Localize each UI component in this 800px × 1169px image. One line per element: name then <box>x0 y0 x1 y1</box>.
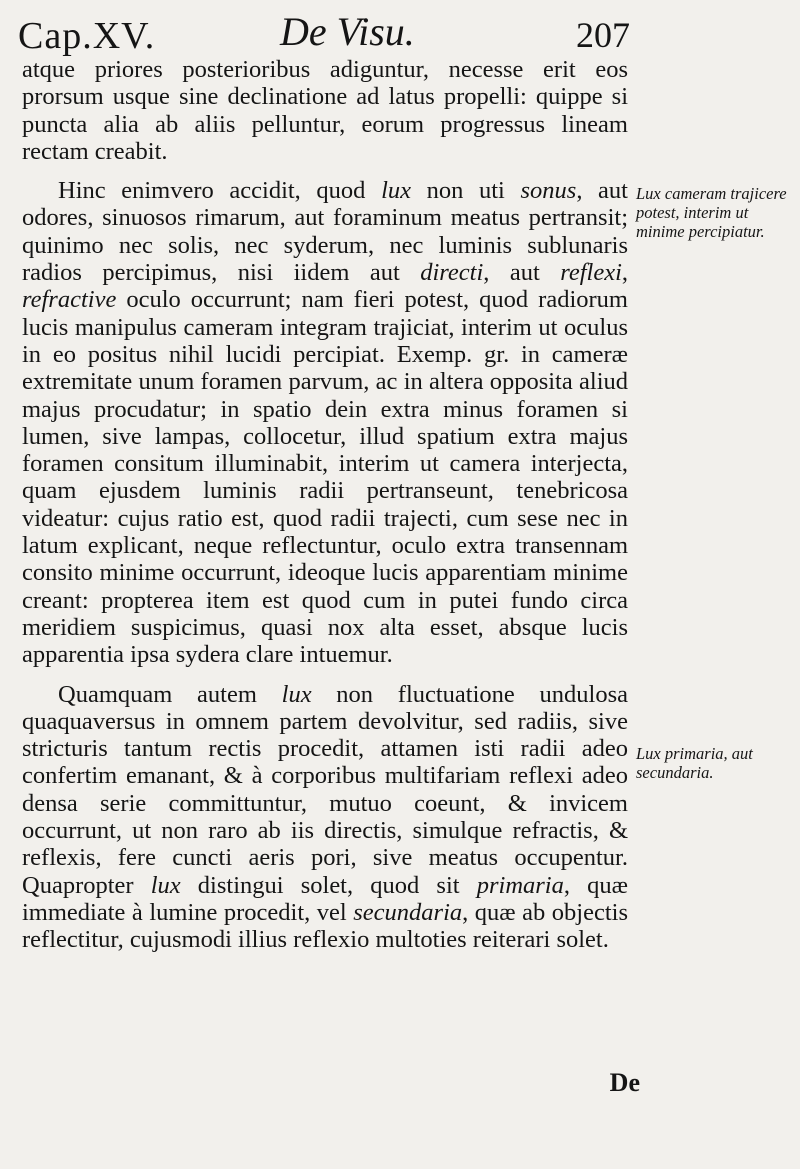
paragraph-3: Quamquam autem lux non fluctuatione undulosa quaquaversus in omnem partem devolvitur, sed radiis, sive stricturis tantum rectis procedit, attamen isti radii adeo confertim emanant, & à corporibus multifariam reflexi adeo densa serie committuntur, mutuo coeunt, & invicem occurrunt, ut non raro ab iis directis, simulque refractis, & reflexis, fere cuncti aeris pori, sive meatus occupentur. Quapropter lux distingui solet, quod sit primaria, quæ immediate à lumine procedit, vel secundaria, quæ ab objectis reflectitur, cujusmodi illius reflexio multoties reiterari solet. <box>22 680 628 954</box>
italic-term: secundaria <box>353 898 463 926</box>
italic-term: sonus <box>520 177 577 205</box>
margin-note-lux-cameram: Lux cameram trajicere potest, interim ut minime percipiatur. <box>636 184 787 241</box>
paragraph-2: Hinc enimvero accidit, quod lux non uti sonus, aut odores, sinuosos rimarum, aut foraminum meatus pertransit; quinimo nec solis, nec syderum, nec luminis sublunaris radios percipimus, nisi iidem aut directi, aut reflexi, refractive oculo occurrunt; nam fieri potest, quod radiorum lucis manipulus cameram integram trajiciat, interim ut oculus in eo positus nihil lucidi percipiat. Exemp. gr. in cameræ extremitate unum foramen parvum, ac in altera opposita aliud majus procudatur; in spatio dein extra minus foramen si lumen, sive lampas, collocetur, illud spatium extra majus foramen consitum illuminabit, interim ut camera interjecta, quam ejusdem luminis radii pertranseunt, tenebricosa videatur: cujus ratio est, quod radii trajecti, cum sese nec in latum explicant, neque reflectuntur, oculo extra transennam consito minime occurrunt, ideoque lucis apparentiam minime creant: propterea item est quod cum in putei fundo circa meridiem suspicimus, quasi nox alta esset, absque lucis apparentia ipsa sydera clare intuemur. <box>22 177 628 669</box>
page-number: 207 <box>576 15 630 55</box>
italic-term: lux <box>381 177 411 205</box>
paragraph-1: atque priores posterioribus adiguntur, necesse erit eos prorsum usque sine declinatione ad latus propelli: quippe si puncta alia ab aliis pelluntur, eorum progressus lineam rectam creabit. <box>22 56 628 165</box>
italic-term: reflexi <box>560 259 622 287</box>
margin-note-lux-primaria: Lux primaria, aut secundaria. <box>636 744 753 782</box>
catchword: De <box>609 1068 640 1097</box>
chapter-label: Cap.XV. <box>18 15 156 57</box>
italic-term: directi <box>420 259 484 287</box>
running-title: De Visu. <box>280 9 415 54</box>
main-text <box>22 56 628 954</box>
italic-term: primaria <box>476 871 564 899</box>
italic-term: lux <box>150 871 181 899</box>
italic-term: lux <box>281 680 312 708</box>
italic-term: refractive <box>22 286 117 314</box>
